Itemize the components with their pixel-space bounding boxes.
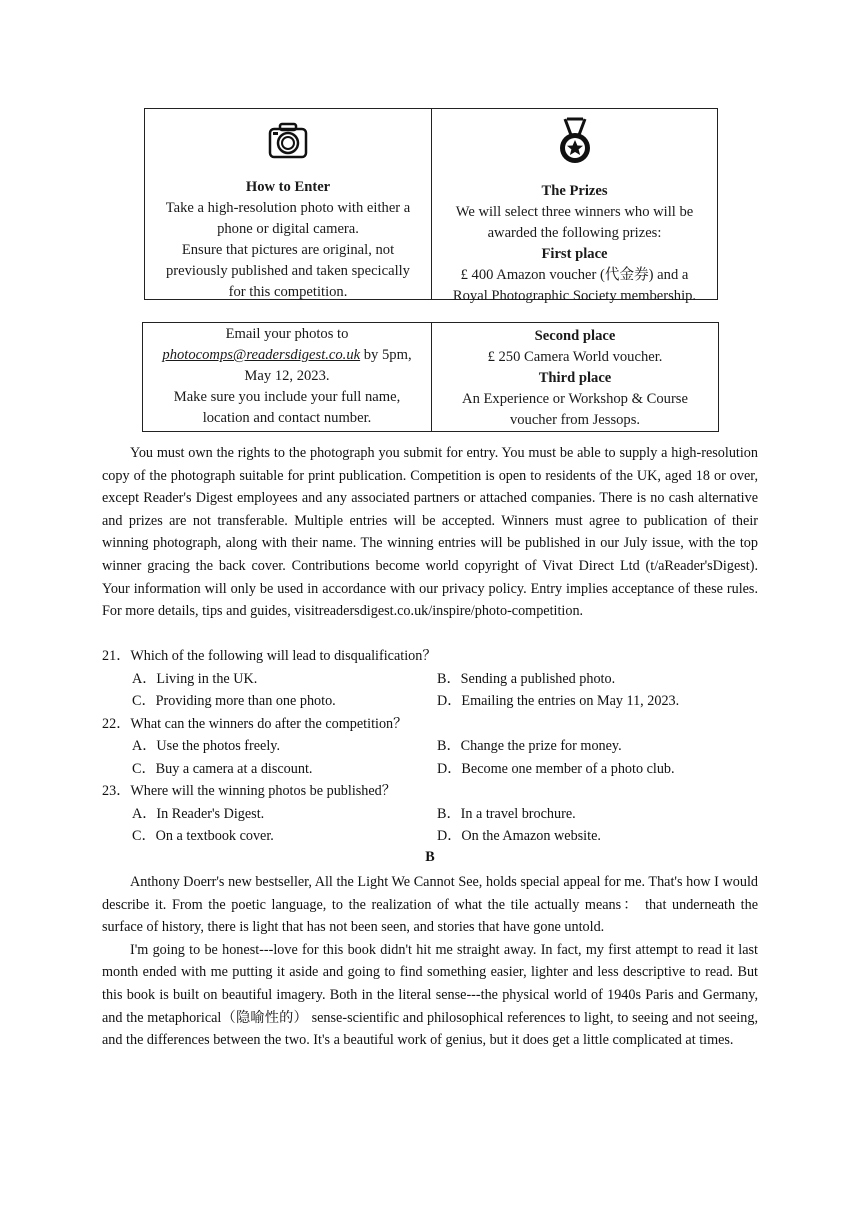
passage-a	[102, 442, 758, 623]
option[interactable]: C．Providing more than one photo.	[132, 693, 336, 709]
how-to-enter-heading: How to Enter	[245, 179, 331, 195]
email-intro: Email your photos to	[225, 326, 349, 342]
question-stem: 23．Where will the winning photos be published？	[102, 783, 396, 799]
medal-icon	[432, 117, 717, 169]
question-stem: 22．What can the winners do after the competition？	[102, 716, 408, 732]
info-table-bottom	[142, 322, 719, 432]
option[interactable]: C．On a textbook cover.	[132, 828, 274, 844]
the-prizes-heading: The Prizes	[541, 183, 608, 199]
option[interactable]: B．Sending a published photo.	[437, 671, 616, 687]
deadline-date: May 12, 2023.	[244, 368, 330, 384]
first-place-line: £ 400 Amazon voucher (代金券) and a	[460, 267, 689, 283]
camera-icon	[145, 121, 431, 165]
prizes-line: We will select three winners who will be	[455, 204, 694, 220]
option[interactable]: A．Living in the UK.	[132, 671, 258, 687]
prizes-line: awarded the following prizes:	[487, 225, 662, 241]
third-place-heading: Third place	[538, 370, 612, 386]
other-prizes-cell	[432, 323, 718, 431]
enter-line: Take a high-resolution photo with either a	[165, 200, 411, 216]
email-line	[143, 345, 431, 366]
enter-line: for this competition.	[228, 284, 348, 300]
the-prizes-cell	[432, 109, 717, 304]
first-place-line: Royal Photographic Society membership.	[452, 288, 697, 304]
option[interactable]: C．Buy a camera at a discount.	[132, 761, 313, 777]
section-heading: B	[425, 849, 435, 865]
second-place-heading: Second place	[534, 328, 616, 344]
passage-b-paragraph: I'm going to be honest---love for this book didn't hit me straight away. In fact, my first attempt to read it last month ended with me putting it aside and going to find something easier, lighter and less descriptive to read. But this book is built on beautiful imagery. Both in the literal sense---the physical world of 1940s Paris and Germany, and the metaphorical（隐喻性的） sense-scientific and philosophical references to light, to seeing and not seeing, and the differences between the two. It's a beautiful work of genius, but it does get a little complicated at times.	[102, 941, 758, 1049]
third-place-line: voucher from Jessops.	[509, 412, 641, 428]
option[interactable]: D．Emailing the entries on May 11, 2023.	[437, 693, 680, 709]
option[interactable]: A．In Reader's Digest.	[132, 806, 265, 822]
passage-b-paragraph: Anthony Doerr's new bestseller, All the Light We Cannot See, holds special appeal for me. That's how I would describe it. From the poetic language, to the realization of what the tile actually means： that underneath the surface of history, there is light that has not been seen, and stories that have gone untold.	[102, 874, 758, 936]
third-place-line: An Experience or Workshop & Course	[462, 391, 688, 407]
first-place-heading: First place	[541, 246, 608, 262]
passage-b	[102, 871, 758, 1052]
enter-line: phone or digital camera.	[217, 221, 359, 237]
option[interactable]: B．In a travel brochure.	[437, 806, 576, 822]
option[interactable]: B．Change the prize for money.	[437, 738, 622, 754]
email-deadline: by 5pm,	[360, 347, 412, 363]
include-info-line: Make sure you include your full name,	[173, 389, 401, 405]
option[interactable]: D．Become one member of a photo club.	[437, 761, 675, 777]
email-entry-cell	[143, 323, 432, 431]
enter-line: Ensure that pictures are original, not	[181, 242, 395, 258]
info-table-top	[144, 108, 718, 304]
passage-a-paragraph: You must own the rights to the photograph you submit for entry. You must be able to supply a high-resolution copy of the photograph suitable for print publication. Competition is open to residents of the UK, aged 18 or over, except Reader's Digest employees and any associated partners or attached companies. There is no cash alternative and prizes are not transferable. Multiple entries will be accepted. Winners must agree to publication of their winning photograph, along with their name. The winning entries will be published in our July issue, with the top winner gracing the back cover. Contributions become world copyright of Vivat Direct Ltd (t/aReader'sDigest). Your information will only be used in accordance with our privacy policy. Entry implies acceptance of these rules. For more details, tips and guides, visitreadersdigest.co.uk/inspire/photo-competition.	[102, 445, 758, 620]
enter-line: previously published and taken specically	[166, 263, 410, 279]
second-place-line: £ 250 Camera World voucher.	[487, 349, 663, 365]
option[interactable]: D．On the Amazon website.	[437, 828, 601, 844]
include-info-line: location and contact number.	[202, 410, 372, 426]
question-stem: 21．Which of the following will lead to disqualification？	[102, 648, 437, 664]
option[interactable]: A．Use the photos freely.	[132, 738, 281, 754]
email-address-link[interactable]: photocomps@readersdigest.co.uk	[162, 347, 361, 363]
how-to-enter-cell	[145, 109, 432, 299]
